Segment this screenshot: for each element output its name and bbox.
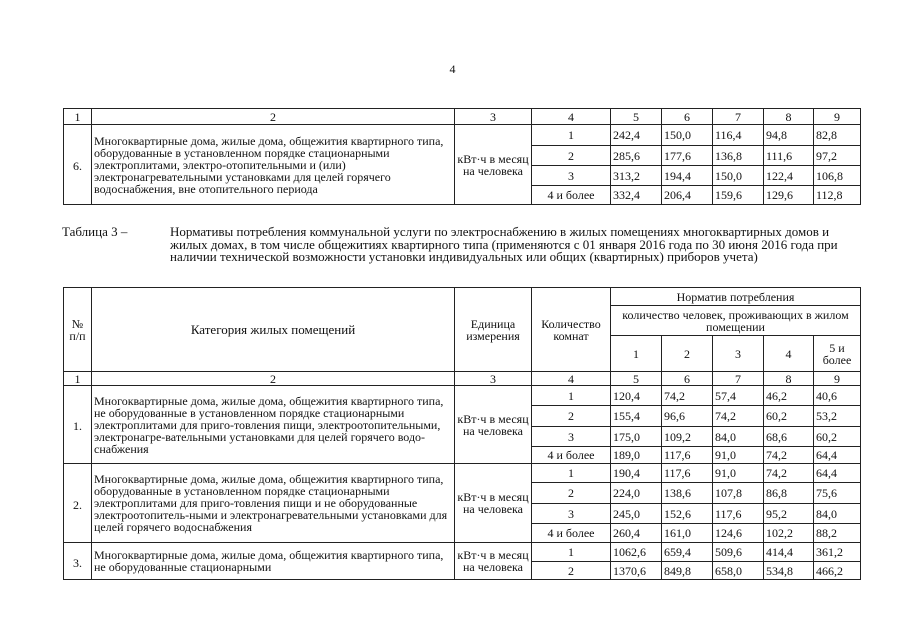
- value-cell: 150,0: [713, 166, 764, 186]
- value-cell: 60,2: [764, 406, 814, 427]
- col-number: 3: [455, 372, 532, 386]
- column-number-row: [64, 109, 861, 125]
- value-cell: 260,4: [611, 524, 662, 543]
- table-caption: [62, 226, 852, 264]
- row-category: Многоквартирные дома, жилые дома, общежития квартирного типа, оборудованные в установленном порядке стационарными электроплитами, электро-отопительными и (или) электронагревательными установками для целей горячего водоснабжения, вне отопительного периода: [92, 125, 455, 205]
- value-cell: 96,6: [662, 406, 713, 427]
- header-people: количество человек, проживающих в жилом помещении: [611, 306, 861, 336]
- header-no: № п/п: [64, 288, 92, 372]
- table-continuation: [63, 108, 861, 205]
- value-cell: 74,2: [662, 386, 713, 406]
- value-cell: 332,4: [611, 186, 662, 205]
- value-cell: 122,4: [764, 166, 814, 186]
- value-cell: 155,4: [611, 406, 662, 427]
- page-number: 4: [449, 62, 456, 76]
- value-cell: 1062,6: [611, 543, 662, 562]
- value-cell: 64,4: [814, 447, 861, 464]
- table-row: [64, 464, 861, 483]
- rooms-cell: 4 и более: [532, 524, 611, 543]
- rooms-cell: 3: [532, 504, 611, 524]
- value-cell: 194,4: [662, 166, 713, 186]
- value-cell: 88,2: [814, 524, 861, 543]
- header-norm: Норматив потребления: [611, 288, 861, 306]
- row-category: Многоквартирные дома, жилые дома, общежития квартирного типа, не оборудованные в установленном порядке стационарными электроплитами для приго-товления пищи, электроотопительными, электронагре-вательными установками для целей горячего водо-снабжения: [92, 386, 455, 464]
- value-cell: 509,6: [713, 543, 764, 562]
- header-unit: Единица измерения: [455, 288, 532, 372]
- value-cell: 82,8: [814, 125, 861, 146]
- row-unit: кВт·ч в месяц на человека: [455, 543, 532, 580]
- value-cell: 414,4: [764, 543, 814, 562]
- col-number: 1: [64, 372, 92, 386]
- row-unit: кВт·ч в месяц на человека: [455, 386, 532, 464]
- table-3: [63, 287, 861, 580]
- col-number: 8: [764, 109, 814, 125]
- table-row: [64, 543, 861, 562]
- header-people-count: 3: [713, 336, 764, 372]
- col-number: 4: [532, 372, 611, 386]
- col-number: 5: [611, 109, 662, 125]
- value-cell: 111,6: [764, 146, 814, 166]
- row-number: 2.: [64, 464, 92, 543]
- value-cell: 95,2: [764, 504, 814, 524]
- value-cell: 175,0: [611, 427, 662, 447]
- row-category: Многоквартирные дома, жилые дома, общежития квартирного типа, не оборудованные стационарными: [92, 543, 455, 580]
- rooms-cell: 2: [532, 562, 611, 580]
- value-cell: 136,8: [713, 146, 764, 166]
- row-number: 3.: [64, 543, 92, 580]
- value-cell: 129,6: [764, 186, 814, 205]
- rooms-cell: 2: [532, 483, 611, 504]
- value-cell: 224,0: [611, 483, 662, 504]
- table-row: [64, 125, 861, 146]
- col-number: 9: [814, 372, 861, 386]
- value-cell: 68,6: [764, 427, 814, 447]
- col-number: 6: [662, 109, 713, 125]
- rooms-cell: 4 и более: [532, 447, 611, 464]
- row-category: Многоквартирные дома, жилые дома, общежития квартирного типа, оборудованные в установленном порядке стационарными электроплитами для приго-товления пищи и не оборудованные электроотопитель-ными и электронагревательными установками для целей горячего водоснабжения: [92, 464, 455, 543]
- value-cell: 84,0: [814, 504, 861, 524]
- value-cell: 40,6: [814, 386, 861, 406]
- col-number: 6: [662, 372, 713, 386]
- value-cell: 84,0: [713, 427, 764, 447]
- col-number: 1: [64, 109, 92, 125]
- value-cell: 74,2: [764, 464, 814, 483]
- row-number: 6.: [64, 125, 92, 205]
- value-cell: 190,4: [611, 464, 662, 483]
- value-cell: 124,6: [713, 524, 764, 543]
- value-cell: 150,0: [662, 125, 713, 146]
- column-number-row: [64, 372, 861, 386]
- rooms-cell: 3: [532, 427, 611, 447]
- value-cell: 86,8: [764, 483, 814, 504]
- col-number: 4: [532, 109, 611, 125]
- value-cell: 74,2: [713, 406, 764, 427]
- value-cell: 46,2: [764, 386, 814, 406]
- rooms-cell: 4 и более: [532, 186, 611, 205]
- value-cell: 91,0: [713, 464, 764, 483]
- value-cell: 177,6: [662, 146, 713, 166]
- rooms-cell: 2: [532, 146, 611, 166]
- rooms-cell: 1: [532, 386, 611, 406]
- value-cell: 120,4: [611, 386, 662, 406]
- rooms-cell: 3: [532, 166, 611, 186]
- caption-text: Нормативы потребления коммунальной услуги по электроснабжению в жилых помещениях многоквартирных домов и жилых домах, в том числе общежитиях квартирного типа (применяются с 01 января 2016 года по 30 июня 2016 года при наличии технической возможности установки индивидуальных или общих (квартирных) приборов учета): [170, 224, 838, 264]
- row-unit: кВт·ч в месяц на человека: [455, 464, 532, 543]
- value-cell: 74,2: [764, 447, 814, 464]
- value-cell: 245,0: [611, 504, 662, 524]
- value-cell: 161,0: [662, 524, 713, 543]
- header-rooms: Количество комнат: [532, 288, 611, 372]
- value-cell: 285,6: [611, 146, 662, 166]
- header-category: Категория жилых помещений: [92, 288, 455, 372]
- value-cell: 75,6: [814, 483, 861, 504]
- value-cell: 116,4: [713, 125, 764, 146]
- value-cell: 152,6: [662, 504, 713, 524]
- col-number: 5: [611, 372, 662, 386]
- value-cell: 159,6: [713, 186, 764, 205]
- header-people-count: 5 и более: [814, 336, 861, 372]
- value-cell: 361,2: [814, 543, 861, 562]
- table-row: [64, 386, 861, 406]
- value-cell: 313,2: [611, 166, 662, 186]
- value-cell: 106,8: [814, 166, 861, 186]
- col-number: 8: [764, 372, 814, 386]
- value-cell: 117,6: [713, 504, 764, 524]
- value-cell: 97,2: [814, 146, 861, 166]
- value-cell: 189,0: [611, 447, 662, 464]
- value-cell: 102,2: [764, 524, 814, 543]
- value-cell: 1370,6: [611, 562, 662, 580]
- value-cell: 117,6: [662, 464, 713, 483]
- header-people-count: 2: [662, 336, 713, 372]
- value-cell: 94,8: [764, 125, 814, 146]
- rooms-cell: 1: [532, 125, 611, 146]
- rooms-cell: 1: [532, 464, 611, 483]
- value-cell: 53,2: [814, 406, 861, 427]
- col-number: 7: [713, 372, 764, 386]
- value-cell: 60,2: [814, 427, 861, 447]
- value-cell: 658,0: [713, 562, 764, 580]
- value-cell: 117,6: [662, 447, 713, 464]
- rooms-cell: 1: [532, 543, 611, 562]
- value-cell: 64,4: [814, 464, 861, 483]
- value-cell: 849,8: [662, 562, 713, 580]
- col-number: 3: [455, 109, 532, 125]
- rooms-cell: 2: [532, 406, 611, 427]
- value-cell: 659,4: [662, 543, 713, 562]
- value-cell: 91,0: [713, 447, 764, 464]
- value-cell: 534,8: [764, 562, 814, 580]
- value-cell: 109,2: [662, 427, 713, 447]
- value-cell: 138,6: [662, 483, 713, 504]
- caption-label: Таблица 3 –: [62, 224, 128, 239]
- value-cell: 466,2: [814, 562, 861, 580]
- header-people-count: 1: [611, 336, 662, 372]
- header-row: [64, 288, 861, 306]
- value-cell: 206,4: [662, 186, 713, 205]
- col-number: 7: [713, 109, 764, 125]
- value-cell: 242,4: [611, 125, 662, 146]
- row-number: 1.: [64, 386, 92, 464]
- value-cell: 112,8: [814, 186, 861, 205]
- header-people-count: 4: [764, 336, 814, 372]
- value-cell: 107,8: [713, 483, 764, 504]
- value-cell: 57,4: [713, 386, 764, 406]
- col-number: 9: [814, 109, 861, 125]
- col-number: 2: [92, 372, 455, 386]
- row-unit: кВт·ч в месяц на человека: [455, 125, 532, 205]
- col-number: 2: [92, 109, 455, 125]
